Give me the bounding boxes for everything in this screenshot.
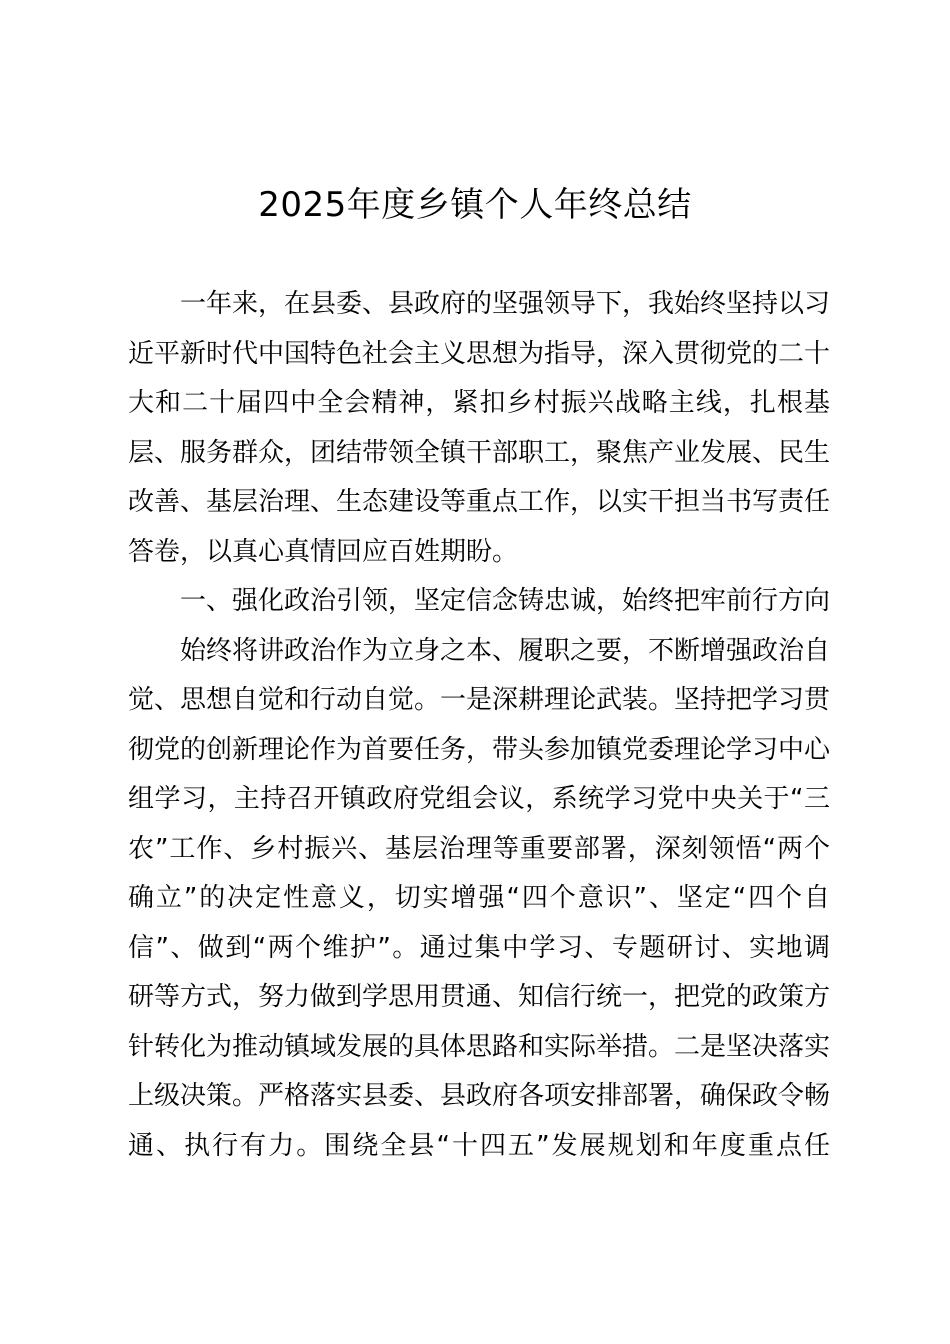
- text-line: 针转化为推动镇域发展的具体思路和实际举措。二是坚决落实: [128, 1031, 831, 1062]
- text-line: 研等方式，努力做到学思用贯通、知信行统一，把党的政策方: [128, 982, 831, 1012]
- text-line: 层、服务群众，团结带领全镇干部职工，聚焦产业发展、民生: [128, 437, 831, 468]
- text-line: 大和二十届四中全会精神，紧扣乡村振兴战略主线，扎根基: [128, 388, 830, 418]
- text-line: 信”、做到“两个维护”。通过集中学习、专题研讨、实地调: [128, 932, 830, 963]
- text-line: 改善、基层治理、生态建设等重点工作，以实干担当书写责任: [128, 487, 831, 517]
- text-line: 农”工作、乡村振兴、基层治理等重要部署，深刻领悟“两个: [128, 833, 830, 864]
- text-line: 通、执行有力。围绕全县“十四五”发展规划和年度重点任: [128, 1130, 830, 1161]
- text-line: 始终将讲政治作为立身之本、履职之要，不断增强政治自: [180, 635, 831, 666]
- text-line: 答卷，以真心真情回应百姓期盼。: [128, 536, 519, 567]
- text-line: 上级决策。严格落实县委、县政府各项安排部署，确保政令畅: [128, 1081, 831, 1111]
- text-line: 近平新时代中国特色社会主义思想为指导，深入贯彻党的二十: [128, 338, 831, 369]
- document-title: 2025年度乡镇个人年终总结: [258, 185, 692, 225]
- paragraph-section-one: [128, 627, 830, 1172]
- text-line: 组学习，主持召开镇政府党组会议，系统学习党中央关于“三: [128, 784, 830, 814]
- document-body: [128, 280, 830, 1171]
- text-line: 确立”的决定性意义，切实增强“四个意识”、坚定“四个自: [128, 883, 830, 913]
- section-heading-text: 一、强化政治引领，坚定信念铸忠诚，始终把牢前行方向: [180, 586, 831, 616]
- paragraph-intro: [128, 280, 830, 577]
- text-line: 彻党的创新理论作为首要任务，带头参加镇党委理论学习中心: [128, 734, 831, 765]
- section-heading: [128, 577, 830, 627]
- text-line: 一年来，在县委、县政府的坚强领导下，我始终坚持以习: [180, 289, 831, 319]
- text-line: 觉、思想自觉和行动自觉。一是深耕理论武装。坚持把学习贯: [128, 685, 831, 715]
